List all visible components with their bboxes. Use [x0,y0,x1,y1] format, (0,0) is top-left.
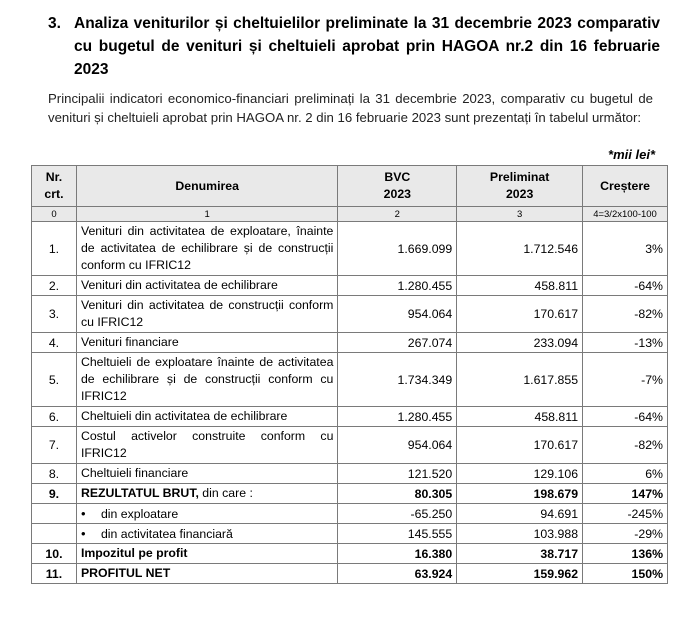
row-bvc: -65.250 [338,504,457,524]
table-row [32,544,668,564]
table-index-row [32,207,668,222]
row-name: Venituri din activitatea de construcții conform cu IFRIC12 [76,296,337,333]
table-row [32,464,668,484]
row-bvc: 1.280.455 [338,407,457,427]
row-number: 2. [32,276,77,296]
row-bvc: 1.734.349 [338,353,457,407]
row-bvc: 16.380 [338,544,457,564]
row-name: Venituri din activitatea de echilibrare [76,276,337,296]
row-number: 4. [32,333,77,353]
row-name: • din exploatare [76,504,337,524]
index-cell: 1 [76,207,337,222]
table-row [32,333,668,353]
row-name: Impozitul pe profit [76,544,337,564]
table-row [32,564,668,584]
table-row [32,407,668,427]
row-crestere: -13% [583,333,668,353]
bullet-icon: • [80,505,86,521]
table-row [32,222,668,276]
row-bvc: 121.520 [338,464,457,484]
row-name: Cheltuieli financiare [76,464,337,484]
row-name: REZULTATUL BRUT, din care : [76,484,337,504]
row-bvc: 1.280.455 [338,276,457,296]
row-crestere: -29% [583,524,668,544]
row-crestere: 136% [583,544,668,564]
table-row [32,504,668,524]
row-bvc: 954.064 [338,427,457,464]
row-name: Venituri financiare [76,333,337,353]
row-number: 11. [32,564,77,584]
row-number: 3. [32,296,77,333]
row-preliminat: 198.679 [457,484,583,504]
index-cell: 4=3/2x100-100 [583,207,668,222]
row-bvc: 80.305 [338,484,457,504]
bullet-icon: • [80,525,86,541]
table-row [32,427,668,464]
row-name: • din activitatea financiară [76,524,337,544]
header-nr: Nr. crt. [32,166,77,207]
row-crestere: -245% [583,504,668,524]
index-cell: 2 [338,207,457,222]
row-name: Venituri din activitatea de exploatare, înainte de activitatea de echilibrare și de construcții conform cu IFRIC12 [76,222,337,276]
header-crestere: Creștere [583,166,668,207]
table-header-row [32,166,668,207]
row-number [32,504,77,524]
indicators-table [31,165,668,584]
intro-paragraph: Principalii indicatori economico-financiari preliminați la 31 decembrie 2023, comparativ cu bugetul de venituri și cheltuieli aprobat prin HAGOA nr. 2 din 16 februarie 2023 sunt prezentați în tabelul următor: [48,91,653,125]
row-bvc: 1.669.099 [338,222,457,276]
row-preliminat: 1.617.855 [457,353,583,407]
row-number: 10. [32,544,77,564]
row-name: Cheltuieli din activitatea de echilibrare [76,407,337,427]
table-row [32,296,668,333]
index-cell: 3 [457,207,583,222]
table-row [32,484,668,504]
header-denumirea: Denumirea [76,166,337,207]
row-crestere: -64% [583,276,668,296]
section-number: 3. [48,15,61,32]
row-crestere: -82% [583,296,668,333]
row-crestere: -64% [583,407,668,427]
row-crestere: 150% [583,564,668,584]
row-preliminat: 103.988 [457,524,583,544]
row-name: Costul activelor construite conform cu IFRIC12 [76,427,337,464]
index-cell: 0 [32,207,77,222]
row-crestere: 6% [583,464,668,484]
row-name: PROFITUL NET [76,564,337,584]
unit-label: *mii lei* [608,147,655,162]
row-preliminat: 170.617 [457,427,583,464]
row-crestere: -82% [583,427,668,464]
row-number [32,524,77,544]
header-bvc: BVC 2023 [338,166,457,207]
row-bvc: 63.924 [338,564,457,584]
row-preliminat: 170.617 [457,296,583,333]
row-preliminat: 1.712.546 [457,222,583,276]
row-number: 8. [32,464,77,484]
section-title: Analiza veniturilor și cheltuielilor preliminate la 31 decembrie 2023 comparativ cu bugetul de venituri și cheltuieli aprobat prin HAGOA nr.2 din 16 februarie 2023 [74,15,660,78]
row-number: 7. [32,427,77,464]
table-row [32,276,668,296]
table-row [32,524,668,544]
row-preliminat: 458.811 [457,276,583,296]
row-preliminat: 159.962 [457,564,583,584]
section-heading [20,12,660,81]
row-number: 1. [32,222,77,276]
row-bvc: 267.074 [338,333,457,353]
row-number: 5. [32,353,77,407]
row-name: Cheltuieli de exploatare înainte de activitatea de echilibrare și de construcții conform cu IFRIC12 [76,353,337,407]
row-preliminat: 94.691 [457,504,583,524]
table-row [32,353,668,407]
row-preliminat: 38.717 [457,544,583,564]
row-preliminat: 129.106 [457,464,583,484]
row-crestere: 3% [583,222,668,276]
row-crestere: -7% [583,353,668,407]
row-number: 6. [32,407,77,427]
header-preliminat: Preliminat 2023 [457,166,583,207]
row-bvc: 145.555 [338,524,457,544]
row-preliminat: 233.094 [457,333,583,353]
row-crestere: 147% [583,484,668,504]
row-number: 9. [32,484,77,504]
row-preliminat: 458.811 [457,407,583,427]
row-bvc: 954.064 [338,296,457,333]
